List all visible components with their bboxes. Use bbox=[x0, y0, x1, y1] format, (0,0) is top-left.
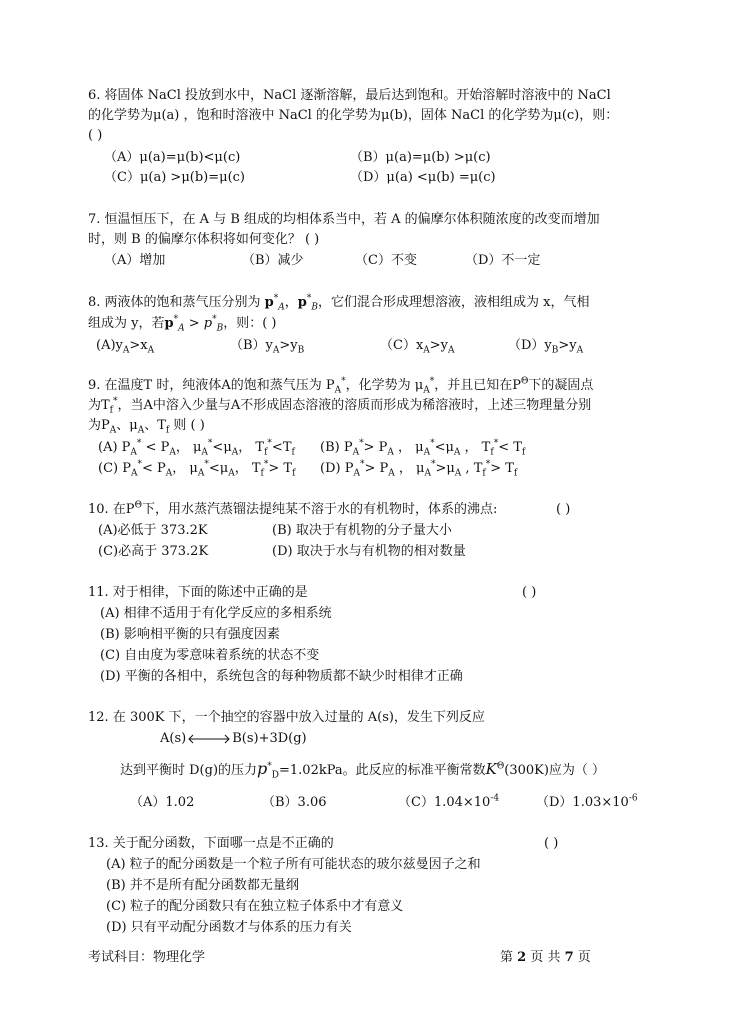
q7-option-b: （B）减少 bbox=[242, 253, 304, 268]
q10-option-c: (C)必高于 373.2K bbox=[98, 544, 209, 559]
q13-option-b: (B) 并不是所有配分函数都无量纲 bbox=[106, 878, 299, 893]
q12-reaction: A(s) B(s)+3D(g) bbox=[160, 731, 307, 746]
q11-answer-paren: ( ) bbox=[522, 585, 537, 600]
footer-page-number: 第 2 页 共 7 页 bbox=[500, 950, 591, 965]
q9-line3: 为$P_A$、$\mu_A$、$T_f$ 则 ( ) bbox=[88, 418, 205, 436]
q9-option-c: (C) $P_A^*< P_A$， $\mu_A^*<\mu_A$， $T_f^*> T_f$ bbox=[98, 459, 296, 479]
q9-line1: 9. 在温度T 时，纯液体A的饱和蒸气压为 $P_A^*$，化学势为 $\mu_A^*$，并且已知在$P^\Theta$下的凝固点 bbox=[88, 376, 594, 396]
q9-line2: 为$T_f^*$，当A中溶入少量与A不形成固态溶液的溶质而形成为稀溶液时，上述三物理量分别 bbox=[88, 396, 592, 416]
q7-option-c: （C）不变 bbox=[355, 253, 417, 268]
q8-option-c: $(C)x_A>y_A$ bbox=[380, 338, 455, 356]
q10-answer-paren: ( ) bbox=[556, 502, 571, 517]
q6-answer-paren: ( ) bbox=[88, 128, 103, 143]
q6-line2: 的化学势为μ(a) ，饱和时溶液中 NaCl 的化学势为μ(b)，固体 NaCl 的化学势为μ(c)，则： bbox=[88, 108, 619, 123]
q7-option-a: （A）增加 bbox=[104, 253, 166, 268]
q6-option-a: （A）μ(a)=μ(b)<μ(c) bbox=[104, 150, 241, 165]
q12-option-d: $(D)1.03\times 10^{-6}$ bbox=[536, 793, 638, 810]
q12-line3: 达到平衡时 D(g)的压力$p^*_D=1.02kPa$。此反应的标准平衡常数$K^\Theta(300K)$应为（ ） bbox=[120, 759, 606, 781]
q7-line2: 时，则 B 的偏摩尔体积将如何变化？ ( ) bbox=[88, 232, 320, 247]
q7-option-d: （D）不一定 bbox=[465, 253, 541, 268]
q11-option-c: (C) 自由度为零意味着系统的状态不变 bbox=[100, 648, 320, 663]
q10-option-d: (D) 取决于水与有机物的相对数量 bbox=[272, 544, 466, 559]
q9-option-a: (A) $P_A^* < P_A$， $\mu_A^*<\mu_A$， $T_f^*<T_f$ bbox=[98, 438, 295, 458]
q13-option-c: (C) 粒子的配分函数只有在独立粒子体系中才有意义 bbox=[106, 899, 404, 914]
q13-line1: 13. 关于配分函数，下面哪一点是不正确的 bbox=[88, 836, 334, 851]
q8-option-b: $(B)y_A>y_B$ bbox=[230, 338, 305, 356]
q12-option-a: （A）1.02 bbox=[130, 795, 195, 810]
q11-option-b: (B) 影响相平衡的只有强度因素 bbox=[100, 627, 280, 642]
q9-option-d: (D) $P_A^*> P_A$ ， $\mu_A^*>\mu_A$ , $T_f^*> T_f$ bbox=[320, 459, 518, 479]
q8-option-d: $(D)y_B>y_A$ bbox=[508, 338, 584, 356]
q10-option-b: (B) 取决于有机物的分子量大小 bbox=[272, 523, 452, 538]
q12-option-b: （B）3.06 bbox=[262, 795, 327, 810]
q9-option-b: (B) $P_A^*> P_A$ ， $\mu_A^*<\mu_A$ ， $T_f^*< T_f$ bbox=[320, 438, 526, 458]
q7-line1: 7. 恒温恒压下，在 A 与 B 组成的均相体系当中，若 A 的偏摩尔体积随浓度的改变而增加 bbox=[88, 212, 600, 227]
q12-option-c: $(C)1.04\times 10^{-4}$ bbox=[398, 793, 500, 810]
q6-line1: 6. 将固体 NaCl 投放到水中，NaCl 逐渐溶解，最后达到饱和。开始溶解时溶液中的 NaCl bbox=[88, 88, 611, 103]
q6-option-b: （B）μ(a)=μ(b) >μ(c) bbox=[350, 150, 491, 165]
q13-answer-paren: ( ) bbox=[544, 836, 559, 851]
q12-line1: 12. 在 300K 下，一个抽空的容器中放入过量的 A(s)，发生下列反应 bbox=[88, 710, 485, 725]
q10-line1: 10. 在$P^\Theta$下，用水蒸汽蒸镏法提纯某不溶于水的有机物时，体系的沸点: bbox=[88, 500, 498, 517]
q11-option-d: (D) 平衡的各相中，系统包含的每种物质都不缺少时相律才正确 bbox=[100, 669, 463, 684]
footer-subject: 考试科目：物理化学 bbox=[88, 950, 206, 965]
q13-option-d: (D) 只有平动配分函数才与体系的压力有关 bbox=[106, 920, 352, 935]
q10-option-a: (A)必低于 373.2K bbox=[98, 523, 208, 538]
q11-option-a: (A) 相律不适用于有化学反应的多相系统 bbox=[100, 606, 332, 621]
q8-option-a: $(A)y_A>x_A$ bbox=[96, 338, 155, 356]
q8-line2: 组成为 y，若$p^*_A > p^*_B$，则：( ) bbox=[88, 314, 277, 334]
q6-option-d: （D）μ(a) <μ(b) =μ(c) bbox=[350, 170, 496, 185]
q6-option-c: （C）μ(a) >μ(b)=μ(c) bbox=[104, 170, 245, 185]
equilibrium-arrow-icon bbox=[187, 734, 231, 744]
q11-line1: 11. 对于相律，下面的陈述中正确的是 bbox=[88, 585, 308, 600]
q13-option-a: (A) 粒子的配分函数是一个粒子所有可能状态的玻尔兹曼因子之和 bbox=[106, 857, 481, 872]
q8-line1: 8. 两液体的饱和蒸气压分别为 $p^*_A$，$p^*_B$，它们混合形成理想溶液，液相组成为 x，气相 bbox=[88, 293, 590, 313]
